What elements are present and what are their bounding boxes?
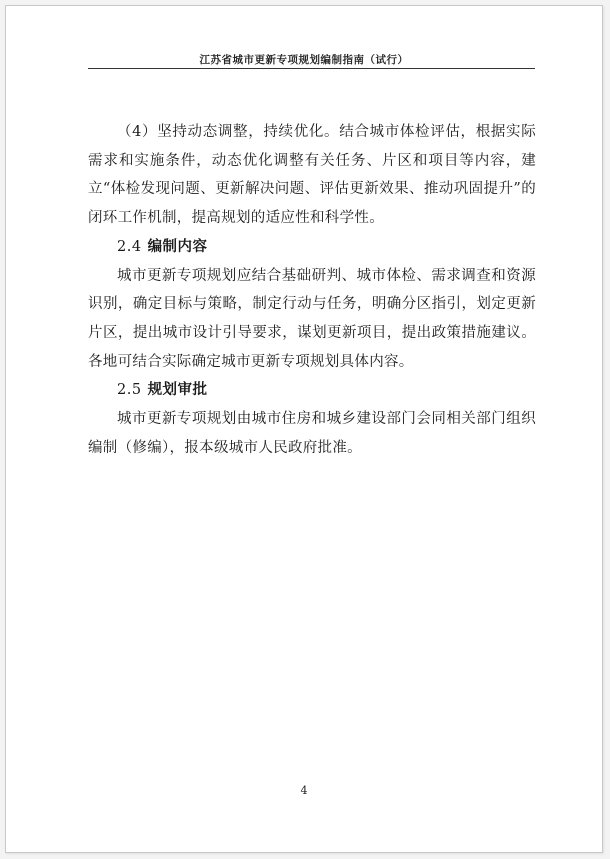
running-header-title: 江苏省城市更新专项规划编制指南（试行）	[199, 54, 409, 66]
header-rule	[88, 68, 535, 69]
section-title: 规划审批	[147, 381, 208, 399]
document-page	[5, 5, 603, 853]
section-title: 编制内容	[147, 237, 208, 255]
section-number: 2.5	[117, 382, 142, 399]
section-heading-2-5	[88, 376, 536, 405]
paragraph-compilation-content: 城市更新专项规划应结合基础研判、城市体检、需求调查和资源识别，确定目标与策略，制定行动与任务，明确分区指引，划定更新片区，提出城市设计引导要求，谋划更新项目，提出政策措施建议。各地可结合实际确定城市更新专项规划具体内容。	[88, 267, 536, 370]
section-heading-2-4	[88, 233, 536, 262]
section-number: 2.4	[117, 238, 142, 255]
page-number: 4	[300, 784, 308, 797]
paragraph-planning-approval: 城市更新专项规划由城市住房和城乡建设部门会同相关部门组织编制（修编），报本级城市人民政府批准。	[88, 411, 536, 456]
document-body	[88, 118, 536, 462]
paragraph-dynamic-adjustment: （4）坚持动态调整，持续优化。结合城市体检评估，根据实际需求和实施条件，动态优化调整有关任务、片区和项目等内容，建立“体检发现问题、更新解决问题、评估更新效果、推动巩固提升”的闭环工作机制，提高规划的适应性和科学性。	[88, 124, 536, 227]
